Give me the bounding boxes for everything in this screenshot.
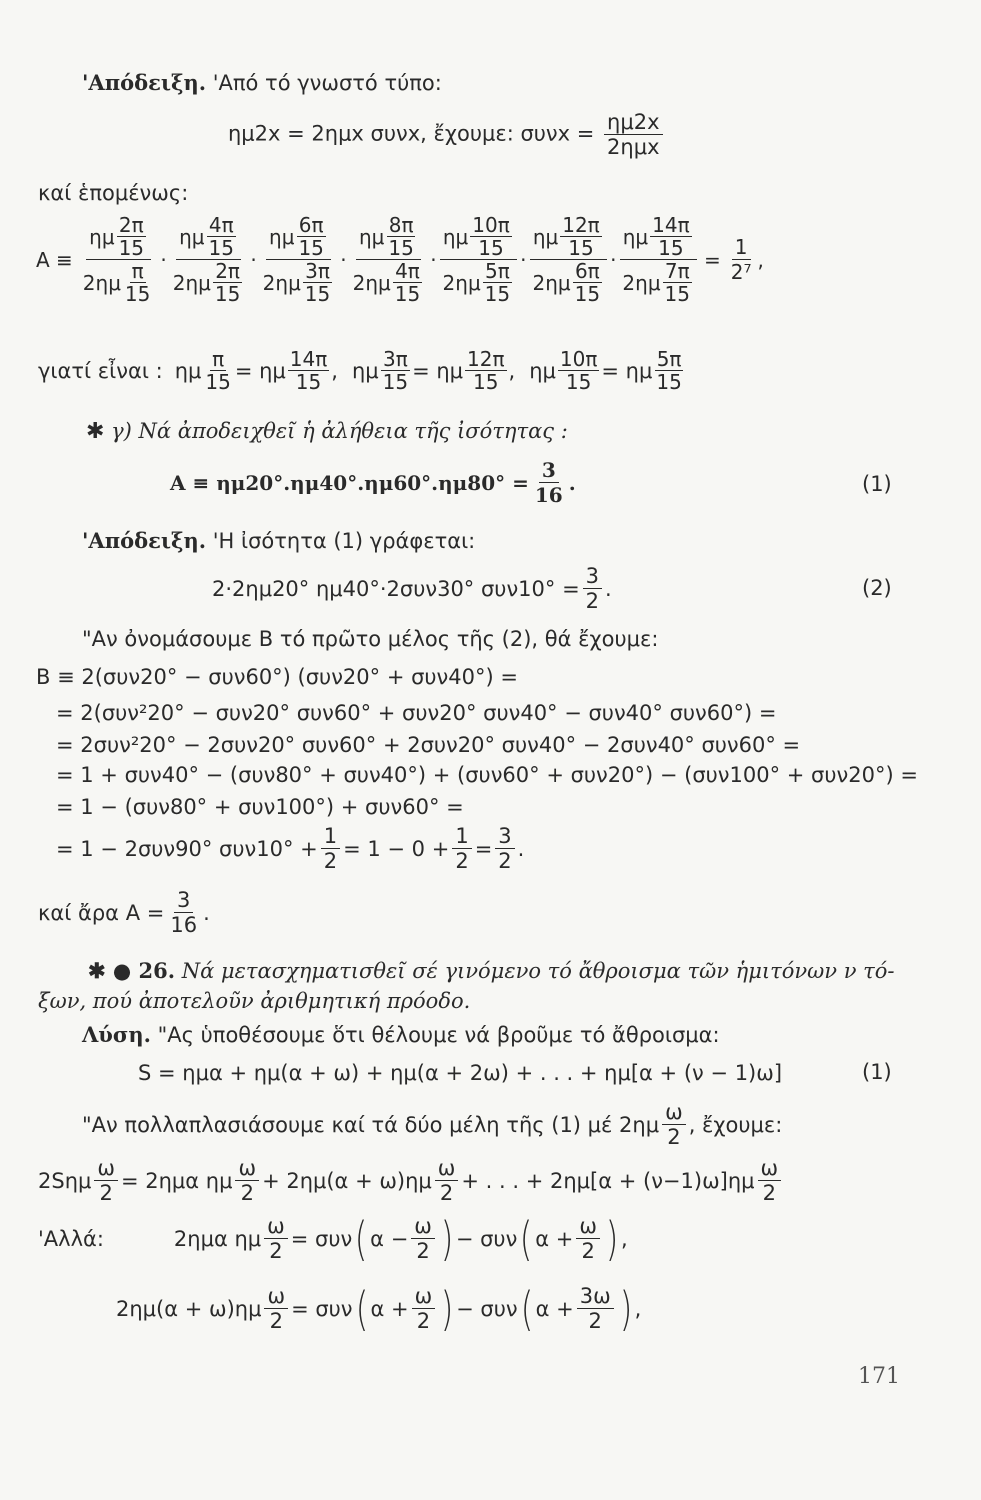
denominator: 2: [240, 1181, 254, 1205]
result-fraction: [495, 824, 514, 873]
identity-pair: ημ $\frac{\pi}{15}$ = ημ $\frac{14\pi}{15}$ ,: [174, 347, 338, 394]
angle-fraction: [654, 348, 683, 393]
numerator: 1: [321, 824, 340, 849]
b-line-4: = 1 + συν40° − (συν80° + συν40°) + (συν60° + συν20°) − (συν100° + συν20°) =: [56, 763, 918, 787]
omega-half: [662, 1100, 686, 1149]
star-icon: ✱: [86, 419, 105, 444]
A-factor: [80, 214, 158, 305]
denominator: 2: [498, 849, 512, 873]
angle-fraction: [303, 260, 332, 305]
eq2-fraction: [583, 564, 602, 613]
product-dot: ·: [340, 247, 347, 272]
last-lhs: 2ημ(α + ω)ημ: [116, 1296, 262, 1321]
solution-heading: [82, 1022, 720, 1048]
b-line-3: = 2συν²20° − 2συν20° συν60° + 2συν20° συν40° − 2συν40° συν60° =: [56, 733, 801, 757]
b-line-6: = 1 − 2συν90° συν10° + $\frac{1}{2}$ = 1 − 0 + $\frac{1}{2}$ = $\frac{3}{2}$ .: [56, 824, 525, 873]
but-arg2: α +: [535, 1226, 574, 1251]
product-dot: ·: [430, 247, 437, 272]
denominator: 15: [304, 282, 331, 306]
omega-half: [411, 1214, 435, 1263]
proof-text: 'Η ἰσότητα (1) γράφεται:: [212, 529, 476, 553]
A-factor: [440, 214, 518, 305]
factor-prefix: 2ημ: [82, 270, 121, 295]
denominator: 15: [124, 282, 151, 306]
last-eq: = συν: [291, 1296, 353, 1321]
denominator: 16: [170, 913, 198, 937]
numerator: π: [131, 259, 144, 283]
eq2-tag: (2): [862, 576, 892, 600]
but-eq: = συν: [290, 1226, 353, 1251]
exercise-26-line1: Νά μετασχηματισθεῖ σέ γινόμενο τό ἄθροισμα τῶν ἡμιτόνων ν τό-: [181, 959, 895, 983]
denominator: 15: [568, 236, 594, 260]
last-minus: − συν: [456, 1296, 518, 1321]
numerator: 3π: [382, 347, 408, 371]
angle-fraction: [123, 260, 152, 305]
omega-half: [264, 1284, 288, 1333]
proof-label: 'Απόδειξη.: [82, 70, 207, 95]
denominator: 2: [323, 849, 338, 873]
eq1-tag: (1): [862, 472, 892, 496]
omega-half: [264, 1214, 288, 1263]
but-minus: − συν: [455, 1226, 518, 1251]
angle-fraction: [573, 260, 602, 305]
denominator: 16: [534, 483, 563, 507]
numerator: ω: [264, 1214, 288, 1239]
numerator: 12π: [467, 347, 505, 371]
product-dot: ·: [520, 247, 527, 272]
twoS-p1: 2Sημ: [38, 1168, 92, 1193]
proof-heading-1: [82, 70, 442, 96]
factor-prefix: 2ημ: [172, 270, 211, 295]
denominator: 15: [388, 236, 414, 260]
fraction: [604, 110, 662, 159]
omega-half: [412, 1284, 436, 1333]
b6-mid: = 1 − 0 +: [343, 836, 450, 861]
omega-half: [758, 1156, 782, 1205]
denominator: 15: [484, 282, 511, 306]
equation-1: A ≡ ημ20°.ημ40°.ημ60°.ημ80° = $\frac{3}{16}$ .: [170, 458, 576, 507]
denominator: 15: [473, 370, 499, 394]
solution-label: Λύση.: [82, 1022, 151, 1047]
half-fraction: [321, 824, 340, 873]
exercise-g: [86, 418, 568, 445]
A-factors: [77, 214, 700, 305]
product-A: A ≡ ημ $\frac{2\pi}{15}$ 2ημ $\frac{\pi}{15}$ · ημ $\frac{4\pi}{15}$ 2ημ $\frac{2\pi}{15}$ · ημ $\frac{6\pi}{15}$ 2ημ $\frac{3\pi}{15}$ · ημ $\frac{8\pi}{15}$ 2ημ $\frac{4\pi}{15}$ · ημ $\frac{10\pi}{15}$ 2ημ $\frac{5\pi}{15}$ · ημ $\frac{12\pi}{15}$ 2ημ $\frac{6\pi}{15}$ · ημ $\frac{14\pi}{15}$ 2ημ $\frac{7\pi}{15}$ = $\frac{1}{\text{2⁷}}$ ,: [36, 213, 764, 306]
exercise-g-text: γ) Νά ἀποδειχθεῖ ἡ ἀλήθεια τῆς ἰσότητας :: [111, 419, 568, 443]
formula-sin2x: [228, 110, 666, 159]
A-lhs: A ≡: [36, 247, 73, 272]
denominator: 2: [269, 1309, 283, 1333]
factor-prefix: ημ: [442, 224, 469, 249]
angle-fraction: [470, 214, 512, 259]
factor-prefix: 2ημ: [622, 270, 661, 295]
numerator: 3: [539, 458, 559, 483]
but-line-2: 2ημ(α + ω)ημ $\frac{\omega}{2}$ = συν ( α + $\frac{\omega}{2}$ ) − συν ( α + $\frac{3\omega}{2}$ ) ,: [116, 1281, 642, 1336]
angle-fraction: [288, 348, 330, 393]
omega-half: [94, 1156, 118, 1205]
numerator: ω: [412, 1284, 436, 1309]
angle-fraction: [207, 214, 236, 259]
numerator: 3π: [305, 259, 330, 283]
denominator: 2: [762, 1181, 777, 1205]
denominator: 15: [205, 370, 231, 394]
b-line-1: B ≡ 2(συν20° − συν60°) (συν20° + συν40°) =: [36, 665, 518, 689]
factor-prefix: ημ: [89, 224, 115, 249]
twoS-line: [38, 1156, 784, 1205]
omega-half: [435, 1156, 459, 1205]
denominator: 15: [664, 282, 690, 306]
denominator: 15: [118, 236, 145, 260]
last-arg1: α +: [370, 1296, 409, 1321]
numerator: 10π: [559, 347, 598, 371]
numerator: 2π: [215, 259, 240, 283]
eq1-lhs: A ≡ ημ20°.ημ40°.ημ60°.ημ80° =: [170, 470, 529, 495]
A-factor: [619, 214, 697, 305]
numerator: 4π: [208, 213, 234, 237]
but-line-1: 'Αλλά: 2ημα ημ $\frac{\omega}{2}$ = συν ( α − $\frac{\omega}{2}$ ) − συν ( α + $\frac{\omega}{2}$ ) ,: [38, 1211, 628, 1266]
factor-prefix: ημ: [179, 224, 205, 249]
conclusion-text: καί ἄρα A =: [38, 900, 165, 925]
because-lead: γιατί εἶναι :: [38, 358, 163, 383]
numerator: 7π: [664, 259, 690, 283]
because-line: [38, 348, 700, 393]
numerator: π: [212, 347, 225, 371]
page-number: 171: [858, 1364, 900, 1389]
multiply-end: , ἔχουμε:: [688, 1112, 783, 1137]
twoS-p4: + . . . + 2ημ[α + (ν−1)ω]ημ: [461, 1168, 755, 1193]
denominator: 2ημx: [607, 135, 660, 159]
angle-fraction: [213, 260, 242, 305]
b6-pre: = 1 − 2συν90° συν10° +: [56, 836, 318, 861]
angle-fraction: [483, 260, 512, 305]
because-pairs: [175, 348, 700, 393]
solution-text: "Ας ὑποθέσουμε ὅτι θέλουμε νά βροῦμε τό ἄθροισμα:: [157, 1023, 720, 1047]
numerator: 3: [174, 888, 193, 913]
exercise-26-line2: ξων, πού ἀποτελοῦν ἀριθμητική πρόοδο.: [38, 989, 471, 1013]
twoS-p3: + 2ημ(α + ω)ημ: [262, 1168, 432, 1193]
multiply-line: [82, 1100, 782, 1149]
numerator: 3: [495, 824, 514, 849]
proof-label: 'Απόδειξη.: [82, 528, 207, 553]
omega-half: [235, 1156, 259, 1205]
denominator: 2: [581, 1239, 595, 1263]
exercise-26: [88, 958, 895, 984]
angle-fraction: [663, 260, 692, 305]
angle-fraction: [393, 260, 422, 305]
numerator: ω: [435, 1156, 459, 1181]
angle-fraction: [650, 214, 692, 259]
numerator: 2π: [118, 213, 144, 237]
identity-pair: ημ $\frac{10\pi}{15}$ = ημ $\frac{5\pi}{15}$: [529, 347, 682, 394]
b6-eq: =: [474, 836, 493, 861]
angle-fraction: [465, 348, 507, 393]
factor-prefix: ημ: [622, 224, 649, 249]
product-dot: ·: [250, 247, 257, 272]
numerator: 6π: [574, 259, 600, 283]
factor-prefix: 2ημ: [352, 270, 391, 295]
formula-left: ημ2x = 2ημx συνx, ἔχουμε: συνx =: [228, 121, 595, 146]
denominator: 2: [99, 1181, 113, 1205]
A-factor: [260, 214, 338, 305]
angle-fraction: [386, 214, 415, 259]
but-arg1: α −: [370, 1226, 409, 1251]
sum-S: S = ημα + ημ(α + ω) + ημ(α + 2ω) + . . . + ημ[α + (ν − 1)ω]: [138, 1061, 783, 1085]
numerator: 3: [583, 564, 602, 589]
denominator: 2: [269, 1239, 283, 1263]
product-dot: ·: [160, 247, 167, 272]
multiply-text: "Αν πολλαπλασιάσουμε καί τά δύο μέλη τῆς (1) μέ 2ημ: [82, 1112, 660, 1137]
omega-half: [576, 1214, 600, 1263]
therefore-text: καί ἑπομένως:: [38, 181, 189, 205]
exercise-26-number: ✱ ● 26.: [88, 958, 176, 983]
denominator: 2: [416, 1309, 431, 1333]
angle-fraction: [117, 214, 146, 259]
denominator: 2: [416, 1239, 430, 1263]
numerator: ω: [576, 1214, 600, 1239]
proof-heading-2: [82, 528, 475, 554]
A-result-den: 2⁷: [730, 260, 752, 284]
last-arg2: α +: [535, 1296, 574, 1321]
factor-prefix: ημ: [269, 224, 295, 249]
eq2-lhs: 2·2ημ20° ημ40°·2συν30° συν10° =: [212, 576, 580, 601]
numerator: 5π: [656, 347, 682, 371]
but-label: 'Αλλά:: [38, 1226, 104, 1251]
numerator: ω: [264, 1284, 288, 1309]
denominator: 15: [658, 236, 684, 260]
denominator: 2: [455, 849, 469, 873]
factor-prefix: ημ: [358, 224, 385, 249]
denominator: 2: [667, 1125, 681, 1149]
conclusion-fraction: [167, 888, 200, 937]
numerator: ω: [94, 1156, 118, 1181]
numerator: 14π: [652, 213, 690, 237]
numerator: 6π: [298, 213, 324, 237]
A-factor: [529, 214, 607, 305]
angle-fraction: [560, 214, 602, 259]
numerator: 12π: [562, 213, 600, 237]
product-dot: ·: [610, 247, 617, 272]
denominator: 15: [656, 370, 682, 394]
denominator: 15: [394, 282, 421, 306]
numerator: 4π: [395, 259, 420, 283]
denominator: 15: [295, 370, 322, 394]
factor-prefix: ημ: [532, 224, 559, 249]
A-result-num: 1: [732, 235, 751, 260]
angle-fraction: [381, 348, 410, 393]
denominator: 15: [208, 236, 234, 260]
numerator: 8π: [388, 213, 414, 237]
numerator: ω: [758, 1156, 782, 1181]
angle-fraction: [203, 348, 232, 393]
A-factor: [350, 214, 428, 305]
eq1-fraction: [532, 458, 566, 507]
but-lhs: 2ημα ημ: [173, 1226, 262, 1251]
b-line-5: = 1 − (συν80° + συν100°) + συν60° =: [56, 795, 464, 819]
numerator: ω: [411, 1214, 435, 1239]
equation-2: 2·2ημ20° ημ40°·2συν30° συν10° = $\frac{3}{2}$ .: [212, 564, 612, 613]
numerator: 5π: [485, 259, 510, 283]
numerator: ω: [235, 1156, 259, 1181]
denominator: 15: [478, 236, 504, 260]
A-factor: [170, 214, 248, 305]
numerator: 10π: [472, 213, 510, 237]
angle-fraction: [558, 348, 600, 393]
numerator: 3ω: [577, 1284, 614, 1309]
b-line-2: = 2(συν²20° − συν20° συν60° + συν20° συν40° − συν40° συν60°) =: [56, 701, 777, 725]
denominator: 15: [298, 236, 324, 260]
factor-prefix: 2ημ: [532, 270, 571, 295]
angle-fraction: [296, 214, 325, 259]
conclusion: καί ἄρα A = $\frac{3}{16}$ .: [38, 888, 210, 937]
denominator: 15: [565, 370, 592, 394]
factor-prefix: 2ημ: [442, 270, 481, 295]
identity-pair: ημ $\frac{3\pi}{15}$ = ημ $\frac{12\pi}{15}$ ,: [351, 347, 516, 394]
numerator: 1: [452, 824, 471, 849]
twoS-p2: = 2ημα ημ: [120, 1168, 233, 1193]
denominator: 15: [382, 370, 409, 394]
factor-prefix: 2ημ: [262, 270, 301, 295]
proof-text: 'Από τό γνωστό τύπο:: [212, 71, 442, 95]
numerator: ημ2x: [604, 110, 662, 135]
denominator: 2: [439, 1181, 454, 1205]
denominator: 2: [588, 1309, 602, 1333]
numerator: ω: [662, 1100, 686, 1125]
denominator: 15: [574, 282, 601, 306]
half-fraction-2: [452, 824, 471, 873]
naming-text: "Αν ὀνομάσουμε B τό πρῶτο μέλος τῆς (2), θά ἔχουμε:: [82, 627, 659, 651]
sum-S-tag: (1): [862, 1060, 892, 1084]
A-result: [728, 235, 755, 284]
denominator: 2: [585, 589, 600, 613]
numerator: 14π: [289, 347, 328, 371]
denominator: 15: [214, 282, 241, 306]
three-omega-half: [577, 1284, 614, 1333]
